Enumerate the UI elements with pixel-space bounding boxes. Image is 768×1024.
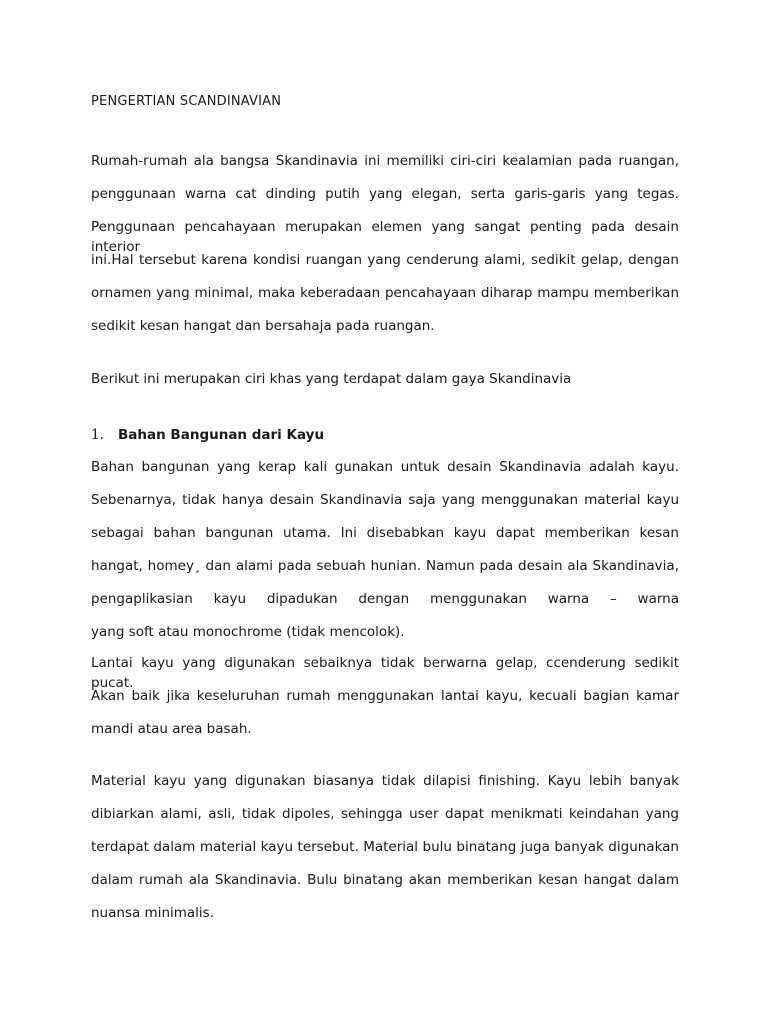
intro-line: penggunaan warna cat dinding putih yang elegan, serta garis-garis yang tegas. (91, 186, 679, 202)
section-heading-text: Bahan Bangunan dari Kayu (118, 427, 325, 443)
section1-line: Sebenarnya, tidak hanya desain Skandinavia saja yang menggunakan material kayu (91, 492, 679, 508)
lead-line: Berikut ini merupakan ciri khas yang terdapat dalam gaya Skandinavia (91, 371, 572, 387)
section1-line: hangat, homey¸ dan alami pada sebuah hunian. Namun pada desain ala Skandinavia, (91, 558, 679, 574)
section1-line: yang soft atau monochrome (tidak mencolok). (91, 624, 405, 640)
section1-paragraph (91, 457, 679, 752)
section1-line: pengaplikasian kayu dipadukan dengan menggunakan warna – warna (91, 591, 679, 607)
section1-line: sebagai bahan bangunan utama. Ini disebabkan kayu dapat memberikan kesan (91, 525, 679, 541)
material-line: Material kayu yang digunakan biasanya tidak dilapisi finishing. Kayu lebih banyak (91, 773, 679, 789)
list-number: 1. (91, 427, 104, 443)
lead-paragraph (91, 369, 679, 402)
section1-line: Akan baik jika keseluruhan rumah menggunakan lantai kayu, kecuali bagian kamar (91, 688, 679, 704)
material-line: dibiarkan alami, asli, tidak dipoles, sehingga user dapat menikmati keindahan yang (91, 806, 679, 822)
material-line: terdapat dalam material kayu tersebut. Material bulu binatang juga banyak digunakan (91, 839, 679, 855)
section-heading (91, 425, 324, 445)
section1-line: mandi atau area basah. (91, 721, 252, 737)
section1-line: Bahan bangunan yang kerap kali gunakan untuk desain Skandinavia adalah kayu. (91, 459, 679, 475)
intro-line: Penggunaan pencahayaan merupakan elemen yang sangat penting pada desain interior (91, 219, 679, 255)
material-line: dalam rumah ala Skandinavia. Bulu binatang akan memberikan kesan hangat dalam (91, 872, 679, 888)
material-line: nuansa minimalis. (91, 905, 214, 921)
document-title: PENGERTIAN SCANDINAVIAN (91, 94, 282, 109)
intro-line: ornamen yang minimal, maka keberadaan pencahayaan diharap mampu memberikan (91, 285, 679, 301)
intro-line: sedikit kesan hangat dan bersahaja pada ruangan. (91, 318, 435, 334)
intro-paragraph (91, 151, 679, 349)
intro-line: ini.Hal tersebut karena kondisi ruangan yang cenderung alami, sedikit gelap, dengan (91, 252, 679, 268)
material-paragraph (91, 771, 679, 936)
intro-line: Rumah-rumah ala bangsa Skandinavia ini memiliki ciri-ciri kealamian pada ruangan, (91, 153, 679, 169)
section1-line: Lantai kayu yang digunakan sebaiknya tidak berwarna gelap, ccenderung sedikit pucat. (91, 655, 679, 691)
